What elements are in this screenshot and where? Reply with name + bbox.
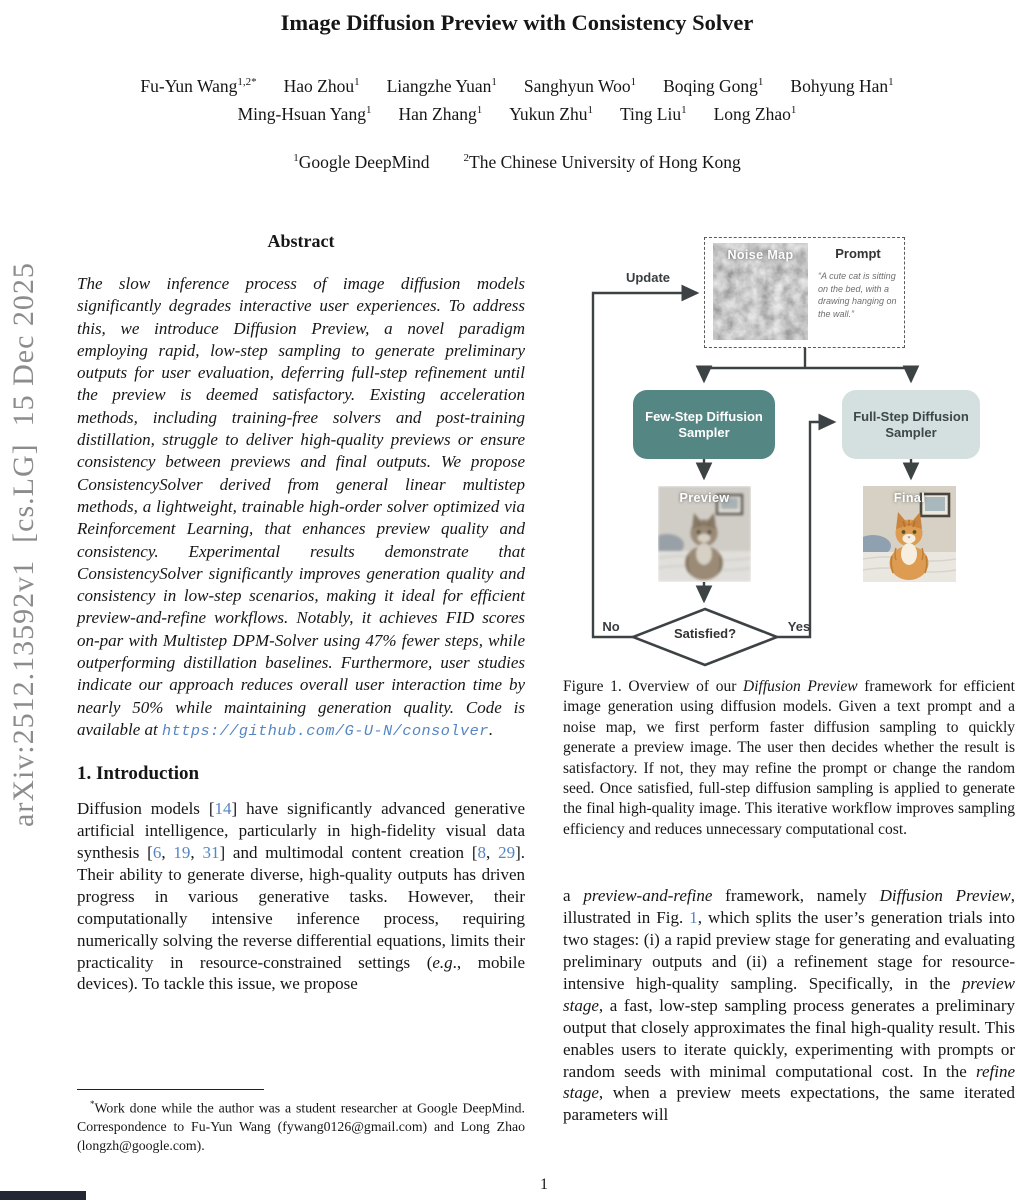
emphasis-text: preview stage xyxy=(563,973,1015,1015)
emphasis-text: Diffusion Preview xyxy=(743,678,858,695)
emphasis-text: refine stage xyxy=(563,1061,1015,1103)
author-sup: 1 xyxy=(491,76,497,89)
author-sup: 1,2* xyxy=(237,76,257,89)
emphasis-text: Diffusion Preview xyxy=(879,886,1011,906)
figure-1-diagram xyxy=(563,228,1015,671)
author xyxy=(663,76,763,97)
affiliation-sup: 1 xyxy=(293,152,299,165)
authors-line-2 xyxy=(0,104,1034,125)
author-name: Ming-Hsuan Yang xyxy=(237,104,366,124)
author-name: Long Zhao xyxy=(713,104,791,124)
satisfied-decision-label: Satisfied? xyxy=(673,626,737,641)
footnote-text: Work done while the author was a student researcher at Google DeepMind. Correspondence to Fu-Yun Wang (fywang0126@gmail.com) and Long Zhao (longzh@google.com). xyxy=(77,1100,525,1153)
page-title: Image Diffusion Preview with Consistency Solver xyxy=(280,10,754,35)
author xyxy=(524,76,636,97)
final-image xyxy=(863,486,956,582)
paper-header xyxy=(0,0,1034,173)
author-sup: 1 xyxy=(681,104,687,117)
author-name: Hao Zhou xyxy=(283,76,355,96)
preview-image xyxy=(658,486,751,582)
author-name: Yukun Zhu xyxy=(509,104,588,124)
author xyxy=(238,104,372,125)
section-heading-introduction: 1. Introduction xyxy=(77,763,200,785)
author-sup: 1 xyxy=(630,76,637,89)
noise-map-label: Noise Map xyxy=(727,248,794,262)
author xyxy=(790,76,893,97)
affiliation-name: Google DeepMind xyxy=(298,152,430,172)
introduction-paragraph: Diffusion models [14] have significantly advanced generative artificial intelligence, particularly in high-fidelity visual data synthesis [6, 19, 31] and multimodal content creation [8, 29]. Their ability to generate diverse, high-quality outputs has driven progress in various generative tasks. However, their computationally intensive inference process, requiring numerically solving the reverse differential equations, limits their practicality in resource-constrained settings (e.g., mobile devices). To tackle this issue, we propose xyxy=(77,799,525,994)
update-label: Update xyxy=(625,270,671,285)
left-column xyxy=(77,228,525,995)
arxiv-sidebar: arXiv:2512.13592v1 [cs.LG] 15 Dec 2025 xyxy=(7,262,40,828)
affiliation-name: The Chinese University of Hong Kong xyxy=(469,152,741,172)
prompt-text: “A cute cat is sitting on the bed, with a drawing hanging on the wall.” xyxy=(818,271,897,319)
footnote-marker: * xyxy=(90,1099,95,1109)
author-sup: 1 xyxy=(587,104,593,117)
citation-link[interactable]: 1 xyxy=(689,908,698,928)
author-sup: 1 xyxy=(888,76,894,89)
author-name: Fu-Yun Wang xyxy=(140,76,238,96)
figure-1-caption: Figure 1. Overview of our Diffusion Preview framework for efficient image generation using diffusion models. Given a text prompt and a noise map, we first perform faster diffusion sampling to quickly generate a preview image. The user then decides whether the result is satisfactory. If not, they may refine the prompt or change the random seed. Once satisfied, full-step diffusion sampling is applied to generate the final high-quality image. This iterative workflow improves sampling efficiency and reduces unnecessary computational cost. xyxy=(563,678,1015,838)
emphasis-text: preview-and-refine xyxy=(583,886,713,906)
right-column-paragraph: a preview-and-refine framework, namely Diffusion Preview, illustrated in Fig. 1, which splits the user’s generation trials into two stages: (i) a rapid preview stage for generating and evaluating preliminary outputs and (ii) a refinement stage for resource-intensive high-quality sampling. Specifically, in the preview stage, a fast, low-step sampling process generates a preliminary output that closely approximates the final high-quality result. This enables users to iterate quickly, experimenting with prompts or random seeds with minimal computational cost. In the refine stage, when a preview meets expectations, the same iterated parameters will xyxy=(563,886,1015,1125)
page-number: 1 xyxy=(540,1176,548,1193)
citation-link[interactable]: 6 xyxy=(152,843,162,863)
full-step-sampler-box: Full-Step Diffusion Sampler xyxy=(842,390,980,459)
affiliation xyxy=(293,152,429,173)
author xyxy=(284,76,360,97)
citation-link[interactable]: 31 xyxy=(202,843,220,863)
citation-link[interactable]: 29 xyxy=(498,843,516,863)
affiliations xyxy=(0,152,1034,173)
noise-map-image xyxy=(713,243,808,340)
yes-branch-label: Yes xyxy=(787,619,811,634)
author-sup: 1 xyxy=(757,76,764,89)
citation-link[interactable]: 19 xyxy=(173,843,191,863)
emphasis-text: e.g xyxy=(432,952,453,972)
author-name: Boqing Gong xyxy=(663,76,758,96)
author xyxy=(714,104,797,125)
no-branch-label: No xyxy=(602,619,620,634)
footnote-rule xyxy=(77,1089,264,1090)
author-sup: 1 xyxy=(365,104,372,117)
author-sup: 1 xyxy=(476,104,483,117)
citation-link[interactable]: 8 xyxy=(477,843,487,863)
author-name: Liangzhe Yuan xyxy=(386,76,492,96)
author xyxy=(387,76,497,97)
author xyxy=(398,104,482,125)
final-label: Final xyxy=(893,491,926,505)
affiliation xyxy=(464,152,741,173)
abstract-heading: Abstract xyxy=(267,231,335,251)
author-name: Bohyung Han xyxy=(790,76,889,96)
footnote xyxy=(77,1089,525,1155)
author xyxy=(509,104,593,125)
author xyxy=(620,104,687,125)
affiliation-sup: 2 xyxy=(463,152,470,165)
author-name: Sanghyun Woo xyxy=(523,76,631,96)
author-name: Ting Liu xyxy=(619,104,682,124)
url-link[interactable]: https://github.com/G-U-N/consolver xyxy=(161,721,489,740)
prompt-title: Prompt xyxy=(835,246,881,261)
authors-line-1 xyxy=(0,76,1034,97)
page-edge-artifact xyxy=(0,1191,86,1200)
right-column xyxy=(563,228,1015,1126)
author-sup: 1 xyxy=(354,76,360,89)
abstract-text: The slow inference process of image diffusion models significantly degrades interactive user experiences. To address this, we introduce Diffusion Preview, a novel paradigm employing rapid, low-step sampling to generate preliminary outputs for user evaluation, deferring full-step refinement until the preview is deemed satisfactory. Existing acceleration methods, including training-free solvers and post-training distillation, struggle to deliver high-quality previews or ensure consistency between previews and final outputs. We propose ConsistencySolver derived from general linear multistep methods, a lightweight, trainable high-order solver optimized via Reinforcement Learning, that enhances preview quality and consistency. Experimental results demonstrate that ConsistencySolver significantly improves generation quality and consistency in low-step scenarios, making it ideal for efficient preview-and-refine workflows. Notably, it achieves FID scores on-par with Multistep DPM-Solver using 47% fewer steps, while outperforming distillation baselines. Furthermore, user studies indicate our approach reduces overall user interaction time by nearly 50% while maintaining generation quality. Code is available at https://github.com/G-U-N/consolver. xyxy=(77,274,525,740)
author-sup: 1 xyxy=(790,104,797,117)
author xyxy=(140,76,256,97)
preview-label: Preview xyxy=(679,491,730,505)
citation-link[interactable]: 14 xyxy=(214,799,232,819)
few-step-sampler-box: Few-Step Diffusion Sampler xyxy=(633,390,775,459)
author-name: Han Zhang xyxy=(398,104,477,124)
